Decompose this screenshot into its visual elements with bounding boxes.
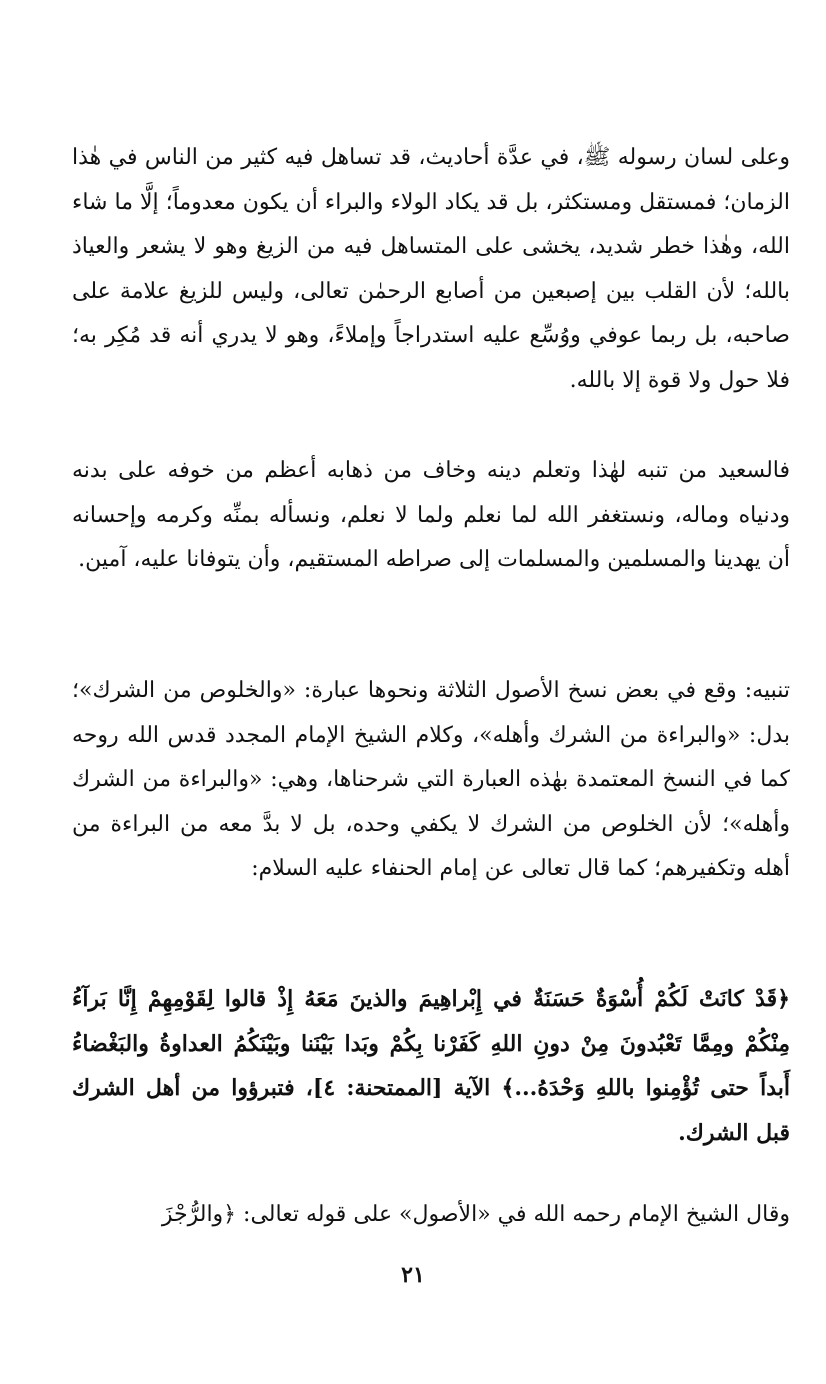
paragraph-3: تنبيه: وقع في بعض نسخ الأصول الثلاثة ونحوها عبارة: «والخلوص من الشرك»؛ بدل: «والبراءة من الشرك وأهله»، وكلام الشيخ الإمام المجدد قدس الله روحه كما في النسخ المعتمدة بهٰذه العبارة التي شرحناها، وهي: «والبراءة من الشرك وأهله»؛ لأن الخلوص من الشرك لا يكفي وحده، بل لا بدَّ معه من البراءة من أهله وتكفيرهم؛ كما قال تعالى عن إمام الحنفاء عليه السلام: [72, 678, 791, 881]
paragraph-5: وقال الشيخ الإمام رحمه الله في «الأصول» على قوله تعالى: ﴿والرُّجْزَ [161, 1202, 790, 1227]
page-number: ٢١ [401, 1262, 425, 1288]
paragraph-1: وعلى لسان رسوله ﷺ، في عدَّة أحاديث، قد تساهل فيه كثير من الناس في هٰذا الزمان؛ فمستقل ومستكثر، بل قد يكاد الولاء والبراء أن يكون معدوماً؛ إلَّا ما شاء الله، وهٰذا خطر شديد، يخشى على المتساهل فيه من الزيغ وهو لا يشعر والعياذ بالله؛ لأن القلب بين إصبعين من أصابع الرحمٰن تعالى، وليس للزيغ علامة على صاحبه، بل ربما عوفي ووُسِّع عليه استدراجاً وإملاءً، وهو لا يدري أنه قد مُكِر به؛ فلا حول ولا قوة إلا بالله. [72, 145, 790, 393]
paragraph-2: فالسعيد من تنبه لهٰذا وتعلم دينه وخاف من ذهابه أعظم من خوفه على بدنه ودنياه وماله، ونستغفر الله لما نعلم ولما لا نعلم، ونسأله بمنِّه وكرمه وإحسانه أن يهدينا والمسلمين والمسلمات إلى صراطه المستقيم، وأن يتوفانا عليه، آمين. [72, 458, 790, 572]
quran-quote-paragraph: ﴿قَدْ كانَتْ لَكُمْ أُسْوَةٌ حَسَنَةٌ في إِبْراهِيمَ والذينَ مَعَهُ إِذْ قالوا لِقَوْمِهِمْ إِنَّا بَرآءُ مِنْكُمْ ومِمَّا تَعْبُدونَ مِنْ دونِ اللهِ كَفَرْنا بِكُمْ وبَدا بَيْنَنا وبَيْنَكُمُ العداوةُ والبَغْضاءُ أَبداً حتى تُؤْمِنوا باللهِ وَحْدَهُ...﴾ الآية [الممتحنة: ٤]، فتبرؤوا من أهل الشرك قبل الشرك. [72, 986, 790, 1146]
